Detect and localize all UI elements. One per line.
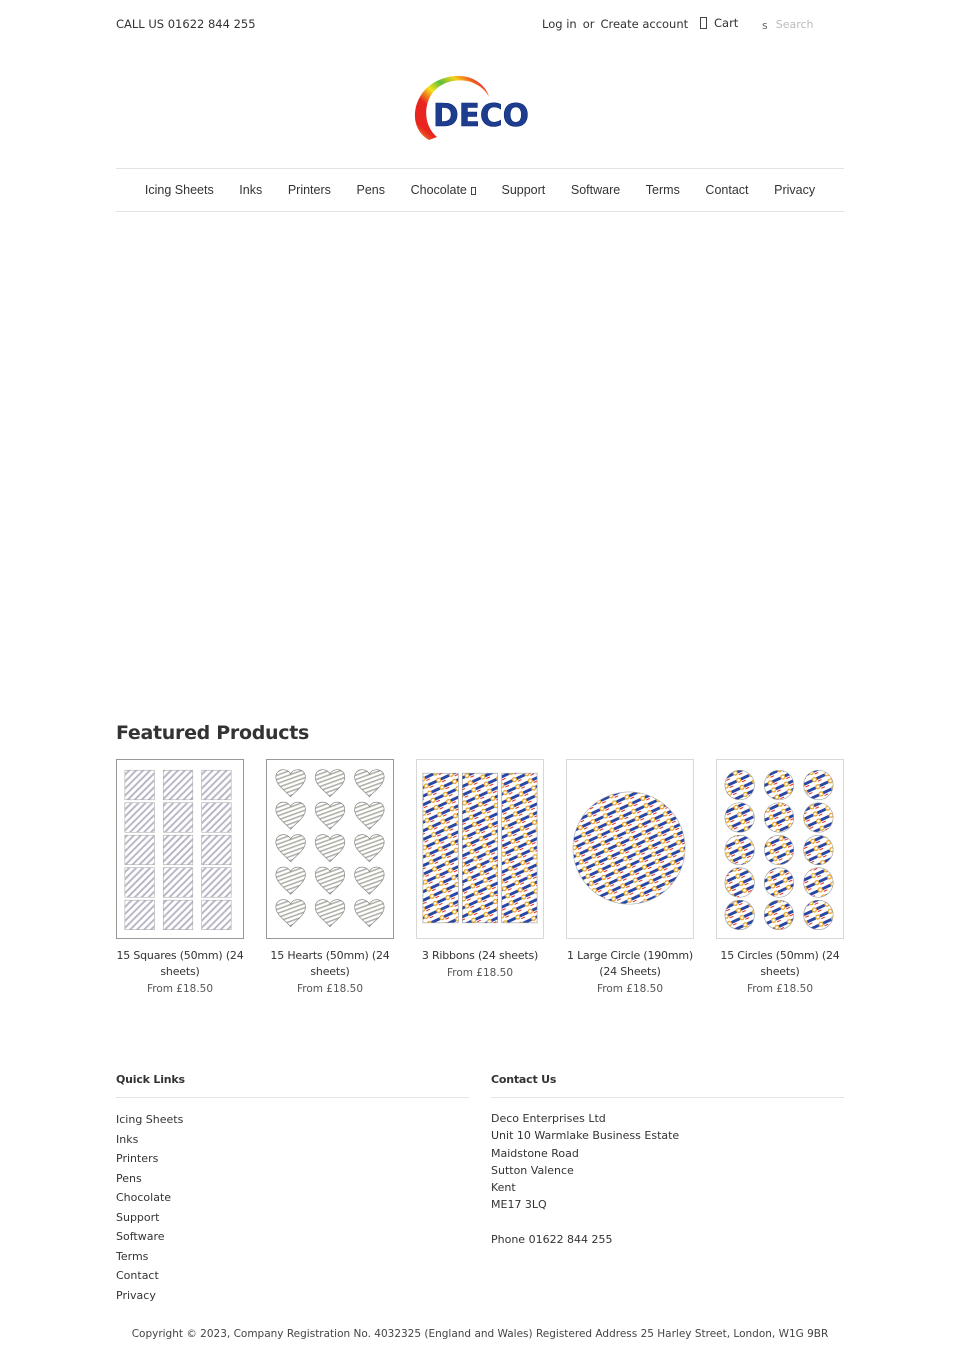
nav-chocolate-label: Chocolate [410, 183, 467, 197]
footer-link-software[interactable]: Software [116, 1230, 165, 1243]
nav-contact[interactable]: Contact [705, 183, 749, 197]
contact-address [491, 1110, 844, 1248]
address-line: Maidstone Road [491, 1146, 579, 1160]
footer-link-support[interactable]: Support [116, 1210, 160, 1224]
copyright-text: Copyright © 2023, Company Registration No. 4032325 (England and Wales) Registered Address 25 Harley Street, London, W1G 9BR [131, 1328, 829, 1340]
footer-quick-links [116, 1073, 469, 1305]
product-image-large-circle[interactable] [566, 759, 694, 939]
product-image-hearts[interactable] [266, 759, 394, 939]
cart-link[interactable] [700, 16, 738, 30]
product-title[interactable]: 15 Circles (50mm) (24 sheets) [720, 949, 840, 978]
footer-link-printers[interactable]: Printers [116, 1152, 159, 1165]
nav-chocolate[interactable] [411, 183, 476, 197]
product-price: From £18.50 [746, 983, 814, 995]
product-grid [116, 759, 844, 995]
footer-link-icing-sheets[interactable]: Icing Sheets [116, 1113, 184, 1126]
nav-icing-sheets[interactable]: Icing Sheets [144, 183, 214, 197]
product-card[interactable] [266, 759, 394, 995]
main-nav [116, 168, 844, 212]
svg-text:DECO: DECO [433, 98, 530, 134]
footer-link-chocolate[interactable]: Chocolate [116, 1191, 172, 1204]
logo-image [411, 73, 549, 143]
search-form [762, 16, 846, 32]
login-link[interactable]: Log in [542, 17, 577, 31]
product-price: From £18.50 [446, 967, 514, 979]
nav-terms[interactable]: Terms [645, 183, 680, 197]
product-title[interactable]: 15 Squares (50mm) (24 sheets) [116, 949, 244, 978]
footer-contact [491, 1073, 844, 1248]
product-title[interactable]: 15 Hearts (50mm) (24 sheets) [270, 949, 390, 978]
search-icon[interactable]: s [762, 19, 768, 32]
chevron-down-icon [471, 187, 476, 195]
footer-link-terms[interactable]: Terms [116, 1249, 149, 1263]
product-price: From £18.50 [596, 983, 664, 995]
nav-pens[interactable]: Pens [356, 183, 385, 197]
call-us-text: CALL US 01622 844 255 [116, 17, 256, 31]
address-line: Kent [491, 1181, 516, 1195]
address-line: Unit 10 Warmlake Business Estate [491, 1129, 680, 1143]
company-name: Deco Enterprises Ltd [491, 1112, 606, 1125]
product-image-ribbons[interactable] [416, 759, 544, 939]
or-text: or [582, 17, 595, 31]
footer-link-inks[interactable]: Inks [116, 1132, 139, 1146]
product-title[interactable]: 3 Ribbons (24 sheets) [421, 949, 539, 962]
footer-link-privacy[interactable]: Privacy [116, 1288, 156, 1302]
nav-inks[interactable]: Inks [239, 183, 263, 197]
phone-number: Phone 01622 844 255 [491, 1232, 613, 1246]
featured-products-heading: Featured Products [116, 722, 310, 744]
create-account-link[interactable]: Create account [600, 17, 689, 31]
product-card[interactable] [716, 759, 844, 995]
search-input[interactable] [776, 18, 846, 31]
nav-privacy[interactable]: Privacy [774, 183, 816, 197]
deco-logo[interactable] [411, 73, 549, 143]
address-line: Sutton Valence [491, 1163, 574, 1177]
product-card[interactable] [566, 759, 694, 995]
postcode: ME17 3LQ [491, 1198, 547, 1212]
cart-icon [700, 17, 707, 29]
contact-us-heading: Contact Us [491, 1073, 844, 1098]
footer-link-pens[interactable]: Pens [116, 1171, 142, 1185]
cart-label: Cart [714, 16, 739, 30]
product-image-circles[interactable] [716, 759, 844, 939]
footer-link-contact[interactable]: Contact [116, 1269, 159, 1282]
nav-printers[interactable]: Printers [287, 183, 331, 197]
quick-links-heading: Quick Links [116, 1073, 469, 1098]
product-image-squares[interactable] [116, 759, 244, 939]
product-price: From £18.50 [146, 983, 214, 995]
top-bar [116, 0, 844, 48]
product-price: From £18.50 [296, 983, 364, 995]
nav-support[interactable]: Support [501, 183, 546, 197]
product-title[interactable]: 1 Large Circle (190mm) (24 Sheets) [567, 949, 693, 978]
account-links [542, 17, 688, 31]
spacer [491, 1214, 844, 1231]
nav-software[interactable]: Software [570, 183, 621, 197]
product-card[interactable] [416, 759, 544, 995]
product-card[interactable] [116, 759, 244, 995]
